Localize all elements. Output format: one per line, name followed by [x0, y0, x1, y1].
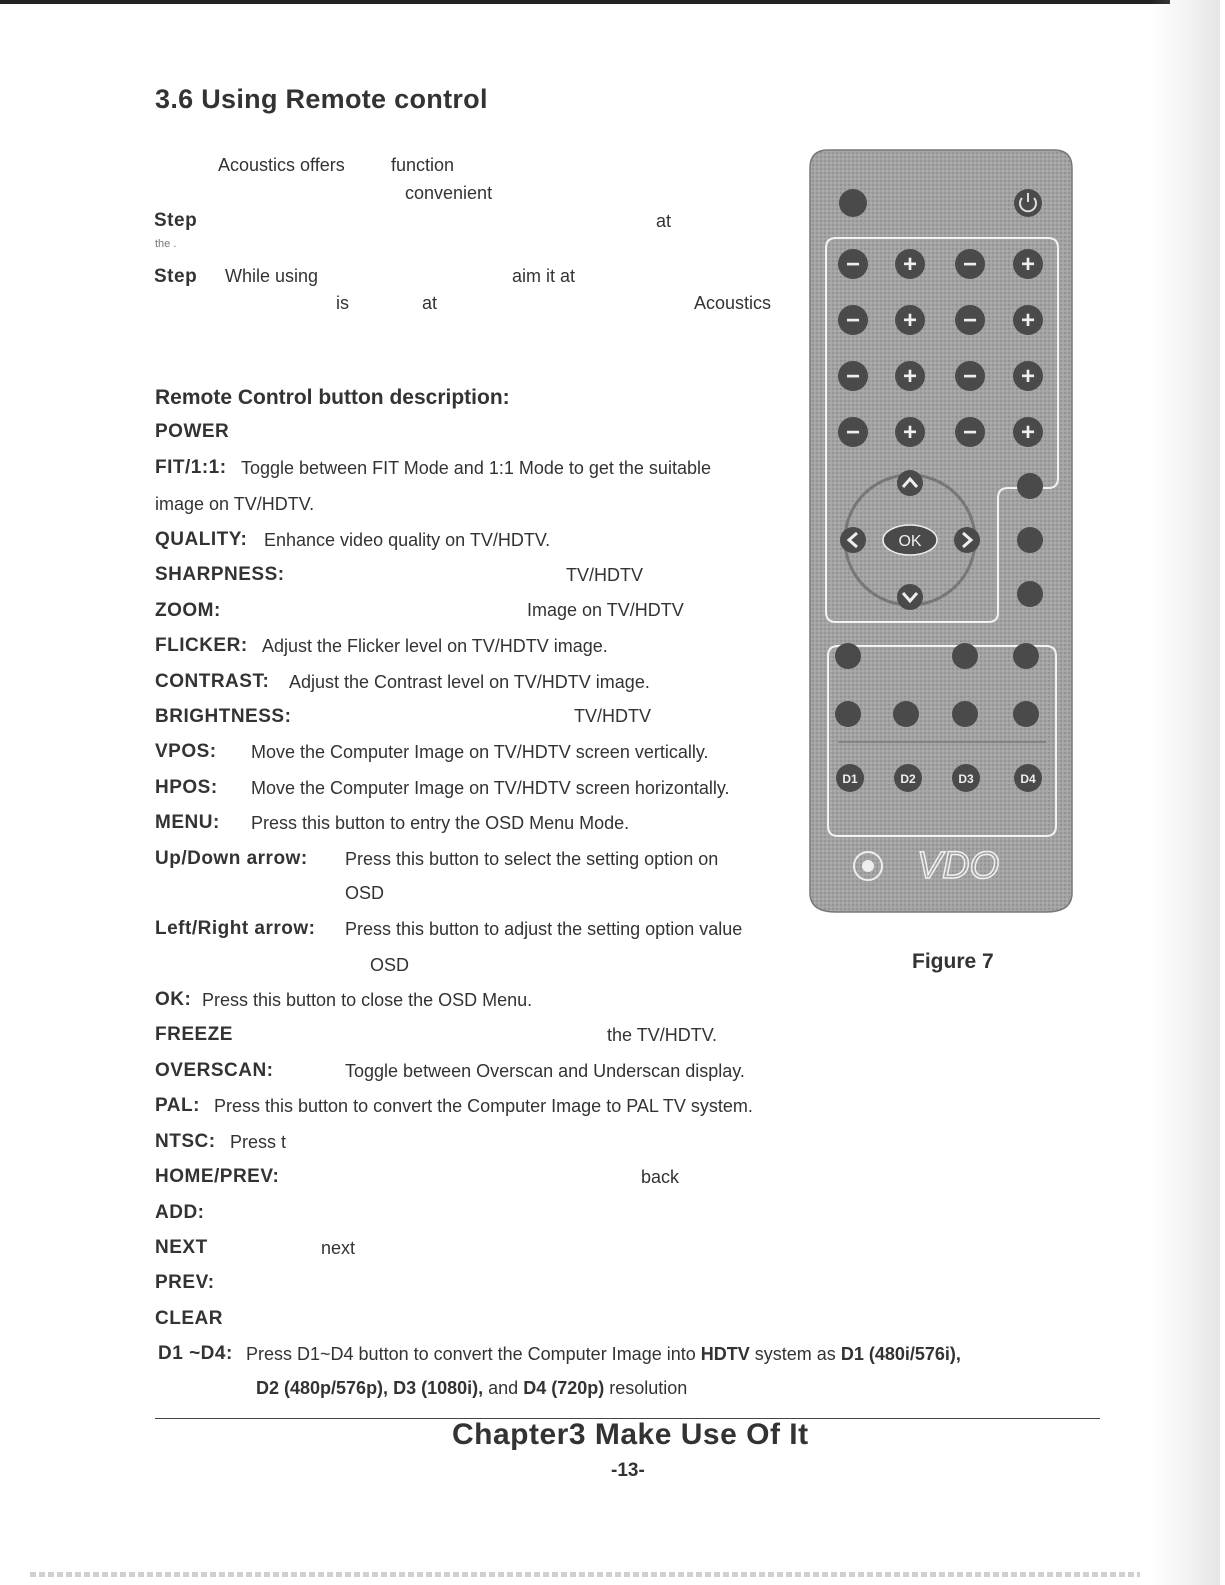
page-number: -13- — [611, 1460, 645, 1481]
ok-button[interactable] — [883, 525, 937, 555]
ok-button-label: OK — [898, 533, 922, 550]
right-arrow-button[interactable] — [954, 527, 980, 553]
clear-button[interactable] — [1013, 701, 1039, 727]
plus-icon: + — [1020, 363, 1036, 390]
step-2-label: Step — [154, 266, 198, 287]
item-d1d4-line — [246, 1344, 961, 1365]
minus-icon: − — [845, 363, 861, 390]
item-updown-continuation: OSD — [345, 883, 385, 903]
item-flicker-label: FLICKER: — [155, 635, 248, 656]
item-d1d4-d2: D2 (480p/576p), — [256, 1378, 389, 1398]
item-d1d4-text: Press D1~D4 button to convert the Computer Image into — [246, 1344, 696, 1364]
item-d1d4-label: D1 ~D4: — [158, 1343, 233, 1364]
item-power-label: POWER — [155, 421, 230, 442]
plus-icon: + — [1020, 419, 1036, 446]
minus-icon: − — [962, 363, 978, 390]
minus-icon: − — [845, 251, 861, 278]
item-freeze-label: FREEZE — [155, 1024, 233, 1045]
item-sharpness-text: TV/HDTV — [566, 565, 644, 585]
vpos-hpos-minus-button-a[interactable] — [838, 417, 868, 447]
down-arrow-button[interactable] — [897, 584, 923, 610]
plus-icon: + — [1020, 307, 1036, 334]
d3-button-label: D3 — [958, 772, 974, 786]
page-heading: 3.6 Using Remote control — [155, 84, 488, 114]
item-prev-label: PREV: — [155, 1272, 215, 1293]
d4-button[interactable] — [1014, 764, 1042, 792]
quality-sharpness-plus-button-a[interactable] — [895, 249, 925, 279]
remote-logo-text: VDO — [916, 845, 1000, 887]
item-d1d4-d3: D3 (1080i), — [393, 1378, 484, 1398]
item-menu-label: MENU: — [155, 812, 220, 833]
footer-chapter-title: Chapter3 Make Use Of It — [452, 1418, 809, 1451]
item-d1d4-d1: D1 (480i/576i), — [840, 1344, 961, 1364]
item-flicker-text: Adjust the Flicker level on TV/HDTV image. — [262, 636, 608, 656]
item-d1d4-hdtv: HDTV — [700, 1344, 750, 1364]
item-leftright-label: Left/Right arrow: — [155, 918, 316, 939]
plus-icon: + — [902, 419, 918, 446]
top-rule — [0, 0, 1170, 4]
item-d1d4-line-2 — [256, 1378, 687, 1399]
step-2-fragment-5: Acoustics — [694, 293, 772, 313]
item-add-label: ADD: — [155, 1202, 205, 1223]
item-next-text: next — [321, 1238, 356, 1258]
contrast-brightness-plus-button-a[interactable] — [895, 361, 925, 391]
d2-button[interactable] — [894, 764, 922, 792]
vpos-hpos-plus-button-b[interactable] — [1013, 417, 1043, 447]
item-brightness-text: TV/HDTV — [574, 706, 652, 726]
d1-button[interactable] — [836, 764, 864, 792]
item-fit-continuation: image on TV/HDTV. — [155, 494, 315, 514]
next-button[interactable] — [893, 701, 919, 727]
remote-control-illustration — [808, 148, 1074, 916]
home-prev-button[interactable] — [1013, 643, 1039, 669]
item-ntsc-text: Press t — [230, 1132, 287, 1152]
item-ok-text: Press this button to close the OSD Menu. — [202, 990, 533, 1010]
item-hpos-label: HPOS: — [155, 777, 218, 798]
intro-fragment-2: function — [391, 155, 455, 175]
step-1-fragment: at — [656, 211, 672, 231]
quality-sharpness-minus-button-a[interactable] — [838, 249, 868, 279]
minus-icon: − — [962, 251, 978, 278]
item-d1d4-text2: system as — [754, 1344, 836, 1364]
freeze-button[interactable] — [1017, 527, 1043, 553]
contrast-brightness-minus-button-a[interactable] — [838, 361, 868, 391]
item-vpos-text: Move the Computer Image on TV/HDTV screen vertically. — [251, 742, 709, 762]
item-contrast-label: CONTRAST: — [155, 671, 270, 692]
prev-button[interactable] — [952, 701, 978, 727]
item-overscan-text: Toggle between Overscan and Underscan display. — [345, 1061, 745, 1081]
page-edge-shading — [1150, 0, 1220, 1585]
minus-icon: − — [962, 307, 978, 334]
zoom-flicker-plus-button-a[interactable] — [895, 305, 925, 335]
item-clear-label: CLEAR — [155, 1308, 223, 1329]
item-menu-text: Press this button to entry the OSD Menu Mode. — [251, 813, 630, 833]
pal-button[interactable] — [835, 643, 861, 669]
figure-caption: Figure 7 — [912, 950, 994, 973]
item-ntsc-label: NTSC: — [155, 1131, 216, 1152]
item-leftright-continuation: OSD — [370, 955, 410, 975]
d1-button-label: D1 — [842, 772, 858, 786]
bottom-edge — [30, 1572, 1140, 1577]
plus-icon: + — [902, 251, 918, 278]
item-vpos-label: VPOS: — [155, 741, 217, 762]
step-2-fragment-4: at — [422, 293, 438, 313]
contrast-brightness-plus-button-b[interactable] — [1013, 361, 1043, 391]
vpos-hpos-plus-button-a[interactable] — [895, 417, 925, 447]
item-leftright-text: Press this button to adjust the setting option value — [345, 919, 743, 939]
item-zoom-text: Image on TV/HDTV — [527, 600, 684, 620]
minus-icon: − — [845, 419, 861, 446]
zoom-flicker-minus-button-a[interactable] — [838, 305, 868, 335]
menu-button[interactable] — [1017, 473, 1043, 499]
item-next-label: NEXT — [155, 1237, 208, 1258]
fit-button[interactable] — [839, 189, 867, 217]
item-hpos-text: Move the Computer Image on TV/HDTV screen horizontally. — [251, 778, 730, 798]
quality-sharpness-minus-button-b[interactable] — [955, 249, 985, 279]
intro-fragment-1: Acoustics offers — [218, 155, 345, 175]
item-d1d4-d4: D4 (720p) — [523, 1378, 605, 1398]
section-title: Remote Control button description: — [155, 386, 510, 409]
item-quality-label: QUALITY: — [155, 529, 248, 550]
item-fit-label: FIT/1:1: — [155, 457, 227, 478]
ntsc-button[interactable] — [952, 643, 978, 669]
item-updown-label: Up/Down arrow: — [155, 848, 308, 869]
step-1-continuation: the . — [155, 238, 177, 250]
d3-button[interactable] — [952, 764, 980, 792]
up-arrow-button[interactable] — [897, 470, 923, 496]
item-brightness-label: BRIGHTNESS: — [155, 706, 292, 727]
item-sharpness-label: SHARPNESS: — [155, 564, 285, 585]
d4-button-label: D4 — [1020, 772, 1036, 786]
plus-icon: + — [902, 363, 918, 390]
item-homeprev-text: back — [641, 1167, 680, 1187]
quality-sharpness-plus-button-b[interactable] — [1013, 249, 1043, 279]
item-updown-text: Press this button to select the setting option on — [345, 849, 719, 869]
overscan-button[interactable] — [1017, 581, 1043, 607]
minus-icon: − — [962, 419, 978, 446]
add-button[interactable] — [835, 701, 861, 727]
item-d1d4-and: and — [488, 1378, 519, 1398]
contrast-brightness-minus-button-b[interactable] — [955, 361, 985, 391]
item-d1d4-tail: resolution — [609, 1378, 688, 1398]
item-quality-text: Enhance video quality on TV/HDTV. — [264, 530, 551, 550]
plus-icon: + — [902, 307, 918, 334]
item-zoom-label: ZOOM: — [155, 600, 221, 621]
zoom-flicker-minus-button-b[interactable] — [955, 305, 985, 335]
item-freeze-text: the TV/HDTV. — [607, 1025, 718, 1045]
step-2-fragment-3: is — [336, 293, 349, 313]
item-homeprev-label: HOME/PREV: — [155, 1166, 280, 1187]
minus-icon: − — [845, 307, 861, 334]
item-pal-label: PAL: — [155, 1095, 200, 1116]
plus-icon: + — [1020, 251, 1036, 278]
step-2-fragment-1: While using — [225, 266, 319, 286]
item-fit-text: Toggle between FIT Mode and 1:1 Mode to get the suitable — [241, 458, 711, 478]
vpos-hpos-minus-button-b[interactable] — [955, 417, 985, 447]
step-2-fragment-2: aim it at — [512, 266, 576, 286]
step-1-label: Step — [154, 210, 198, 231]
intro-fragment-3: convenient — [405, 183, 493, 203]
left-arrow-button[interactable] — [840, 527, 866, 553]
d2-button-label: D2 — [900, 772, 916, 786]
item-pal-text: Press this button to convert the Computer Image to PAL TV system. — [214, 1096, 753, 1116]
zoom-flicker-plus-button-b[interactable] — [1013, 305, 1043, 335]
item-ok-label: OK: — [155, 989, 192, 1010]
item-overscan-label: OVERSCAN: — [155, 1060, 274, 1081]
item-contrast-text: Adjust the Contrast level on TV/HDTV image. — [289, 672, 650, 692]
